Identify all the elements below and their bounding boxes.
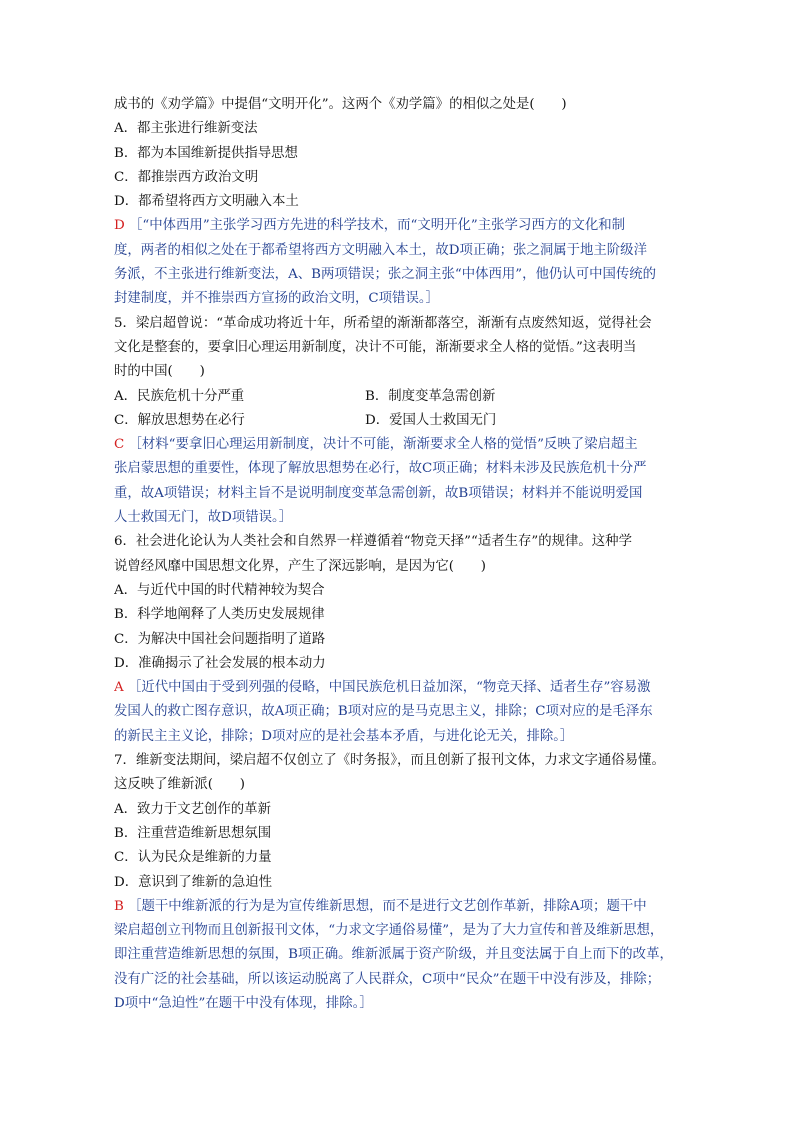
q6-stem: 说曾经风靡中国思想文化界，产生了深远影响，是因为它( ) bbox=[114, 558, 486, 574]
q7-analysis-line: 梁启超创立刊物而且创新报刊文体，“力求文字通俗易懂”，是为了大力宣传和普及维新思想， bbox=[114, 923, 664, 939]
q5-option-b: B．制度变革急需创新 bbox=[365, 388, 496, 404]
q7-stem: 7．维新变法期间，梁启超不仅创立了《时务报》，而且创新了报刊文体，力求文字通俗易懂。 bbox=[114, 753, 665, 769]
q6-option-b: B．科学地阐释了人类历史发展规律 bbox=[114, 607, 325, 623]
q5-answer-letter: C bbox=[114, 437, 125, 453]
q7-stem: 这反映了维新派( ) bbox=[114, 777, 245, 793]
q6-option-a: A．与近代中国的时代精神较为契合 bbox=[114, 582, 325, 598]
q5-stem: 时的中国( ) bbox=[114, 364, 205, 380]
q5-options-row bbox=[114, 385, 684, 409]
q5-analysis-line: 人士救国无门，故D项错误。］ bbox=[114, 510, 293, 526]
q6-analysis-line: 的新民主主义论，排除；D项对应的是社会基本矛盾，与进化论无关，排除。］ bbox=[114, 728, 574, 744]
q7-option-c: C．认为民众是维新的力量 bbox=[114, 850, 272, 866]
q4-option-a: A．都主张进行维新变法 bbox=[114, 121, 258, 137]
q6-option-d: D．准确揭示了社会发展的根本动力 bbox=[114, 655, 326, 671]
q4-option-b: B．都为本国维新提供指导思想 bbox=[114, 145, 298, 161]
q4-option-d: D．都希望将西方文明融入本土 bbox=[114, 194, 299, 210]
document-page bbox=[114, 93, 684, 1016]
q5-analysis-line: 张启蒙思想的重要性，体现了解放思想势在必行，故C项正确；材料未涉及民族危机十分严 bbox=[114, 461, 647, 477]
q4-stem: 成书的《劝学篇》中提倡“文明开化”。这两个《劝学篇》的相似之处是( ) bbox=[114, 97, 567, 112]
q7-analysis-line: 即注重营造维新思想的氛围，B项正确。维新派属于资产阶级，并且变法属于自上而下的改革， bbox=[114, 947, 673, 963]
q4-analysis-line: 务派，不主张进行维新变法，A、B两项错误；张之洞主张“中体西用”，他仍认可中国传统的 bbox=[114, 267, 657, 283]
q6-analysis-line: 发国人的救亡图存意识，故A项正确；B项对应的是马克思主义，排除；C项对应的是毛泽东 bbox=[114, 704, 653, 720]
q5-option-c: C．解放思想势在必行 bbox=[114, 412, 245, 428]
q5-option-a: A．民族危机十分严重 bbox=[114, 388, 245, 404]
q7-option-d: D．意识到了维新的急迫性 bbox=[114, 874, 273, 890]
q5-stem: 5．梁启超曾说：“革命成功将近十年，所希望的渐渐都落空，渐渐有点废然知返，觉得社会 bbox=[114, 315, 652, 331]
q4-analysis-line: D ［“中体西用”主张学习西方先进的科学技术，而“文明开化”主张学习西方的文化和制 bbox=[114, 218, 626, 234]
q7-option-a: A．致力于文艺创作的革新 bbox=[114, 801, 271, 817]
q5-options-row bbox=[114, 409, 684, 433]
q5-option-d: D．爱国人士救国无门 bbox=[365, 412, 497, 428]
q4-analysis-line: 封建制度，并不推崇西方宣扬的政治文明，C项错误。］ bbox=[114, 291, 439, 307]
q7-option-b: B．注重营造维新思想氛围 bbox=[114, 825, 272, 841]
q5-analysis-line: 重，故A项错误；材料主旨不是说明制度变革急需创新，故B项错误；材料并不能说明爱国 bbox=[114, 485, 643, 501]
q4-analysis-line: 度，两者的相似之处在于都希望将西方文明融入本土，故D项正确；张之洞属于地主阶级洋 bbox=[114, 242, 647, 258]
q5-analysis-line: C ［材料“要拿旧心理运用新制度，决计不可能，渐渐要求全人格的觉悟”反映了梁启超主 bbox=[114, 437, 638, 453]
q4-answer-letter: D bbox=[114, 218, 125, 234]
q7-analysis-line: D项中“急迫性”在题干中没有体现，排除。］ bbox=[114, 995, 373, 1011]
q7-analysis-line: B ［题干中维新派的行为是为宣传维新思想，而不是进行文艺创作革新，排除A项；题干中 bbox=[114, 898, 647, 914]
q6-analysis-line: A ［近代中国由于受到列强的侵略，中国民族危机日益加深，“物竞天择、适者生存”容易激 bbox=[114, 680, 651, 696]
q6-option-c: C．为解决中国社会问题指明了道路 bbox=[114, 631, 326, 647]
q7-analysis-line: 没有广泛的社会基础，所以该运动脱离了人民群众，C项中“民众”在题干中没有涉及，排除； bbox=[114, 971, 661, 987]
q7-answer-letter: B bbox=[114, 898, 124, 914]
q6-stem: 6．社会进化论认为人类社会和自然界一样遵循着“物竞天择”“适者生存”的规律。这种学 bbox=[114, 534, 632, 550]
q4-option-c: C．都推崇西方政治文明 bbox=[114, 169, 259, 185]
q5-stem: 文化是整套的，要拿旧心理运用新制度，决计不可能，渐渐要求全人格的觉悟。”这表明当 bbox=[114, 339, 637, 355]
q6-answer-letter: A bbox=[114, 680, 124, 696]
